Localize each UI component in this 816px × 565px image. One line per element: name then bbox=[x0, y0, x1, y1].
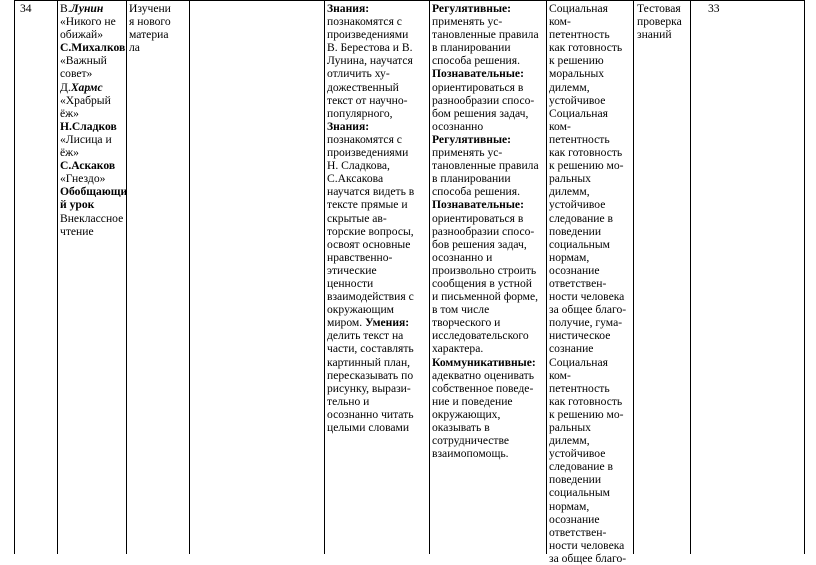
text-fragment: познакомятся с bbox=[327, 15, 402, 29]
text-fragment: бов решения задач, bbox=[432, 237, 527, 251]
text-fragment: ориентироваться в bbox=[432, 80, 524, 94]
text-line bbox=[549, 212, 626, 225]
text-fragment: ценности bbox=[327, 276, 374, 290]
text-line bbox=[60, 133, 127, 146]
text-line bbox=[432, 146, 539, 159]
text-fragment: проверка bbox=[637, 15, 682, 29]
text-line bbox=[327, 54, 414, 67]
text-line bbox=[549, 486, 626, 499]
column-border bbox=[14, 0, 15, 554]
text-line bbox=[327, 172, 414, 185]
text-fragment: в том числе bbox=[432, 303, 490, 317]
text-line bbox=[549, 421, 626, 434]
text-line bbox=[432, 212, 539, 225]
text-line bbox=[60, 94, 127, 107]
text-line bbox=[60, 107, 127, 120]
text-fragment: ком- bbox=[549, 119, 571, 133]
text-line bbox=[327, 198, 414, 211]
text-fragment: произведениями bbox=[327, 28, 409, 42]
text-fragment: Социальная bbox=[549, 355, 608, 369]
text-fragment: произвольно строить bbox=[432, 263, 537, 277]
text-line bbox=[60, 172, 127, 185]
text-line bbox=[549, 447, 626, 460]
text-line bbox=[327, 329, 414, 342]
text-line bbox=[549, 382, 626, 395]
text-line bbox=[432, 67, 539, 80]
text-fragment: моральных bbox=[549, 67, 605, 81]
text-fragment: дилемм, bbox=[549, 434, 590, 448]
text-fragment: поведении bbox=[549, 473, 602, 487]
text-fragment: нравственно- bbox=[327, 250, 393, 264]
text-fragment: осознанно bbox=[432, 119, 484, 133]
text-fragment: научатся видеть в bbox=[327, 185, 415, 199]
text-fragment: ёж» bbox=[60, 146, 79, 160]
text-line bbox=[60, 28, 127, 41]
text-fragment: сознание bbox=[549, 342, 594, 356]
bold-label: Знания: bbox=[327, 2, 370, 15]
text-fragment: осознанно читать bbox=[327, 407, 414, 421]
text-line bbox=[60, 120, 127, 133]
text-line bbox=[327, 67, 414, 80]
text-fragment: бом решения задач, bbox=[432, 106, 529, 120]
text-fragment: творческого и bbox=[432, 316, 501, 330]
text-fragment: за общее благо- bbox=[549, 303, 627, 317]
text-fragment: в планировании bbox=[432, 41, 511, 55]
text-line bbox=[432, 94, 539, 107]
text-fragment: как готовность bbox=[549, 41, 623, 55]
column-border bbox=[189, 0, 190, 554]
text-fragment: ком- bbox=[549, 368, 571, 382]
text-line bbox=[327, 238, 414, 251]
text-fragment: собственное поведе- bbox=[432, 381, 534, 395]
text-line bbox=[637, 28, 682, 41]
text-line bbox=[549, 185, 626, 198]
text-fragment: С.Аксакова bbox=[327, 172, 384, 186]
text-fragment: «Гнездо» bbox=[60, 172, 106, 186]
text-line bbox=[549, 369, 626, 382]
text-line bbox=[432, 185, 539, 198]
text-line bbox=[549, 107, 626, 120]
text-fragment: адекватно оценивать bbox=[432, 368, 535, 382]
text-line bbox=[549, 395, 626, 408]
text-fragment: к решению bbox=[549, 54, 604, 68]
text-fragment: рисунку, вырази- bbox=[327, 381, 411, 395]
text-line bbox=[549, 120, 626, 133]
page-number: 33 bbox=[708, 2, 720, 15]
bold-label: Лунин bbox=[70, 2, 104, 15]
text-fragment: этические bbox=[327, 263, 377, 277]
text-fragment: исследовательского bbox=[432, 329, 529, 343]
text-line bbox=[327, 133, 414, 146]
text-line bbox=[129, 41, 171, 54]
text-fragment: нистическое bbox=[549, 329, 611, 343]
text-fragment: Социальная bbox=[549, 106, 608, 120]
text-line bbox=[432, 81, 539, 94]
text-fragment: тановленные правила bbox=[432, 159, 539, 173]
text-fragment: чтение bbox=[60, 224, 94, 238]
text-line bbox=[432, 434, 539, 447]
text-fragment: получие, гума- bbox=[549, 316, 623, 330]
text-fragment: и письменной форме, bbox=[432, 290, 539, 304]
text-line bbox=[432, 172, 539, 185]
text-line bbox=[327, 15, 414, 28]
text-line bbox=[432, 54, 539, 67]
text-line bbox=[549, 303, 626, 316]
text-line bbox=[432, 198, 539, 211]
column-border bbox=[690, 0, 691, 554]
text-line bbox=[549, 473, 626, 486]
text-line bbox=[432, 41, 539, 54]
bold-label: С.Михалков bbox=[60, 41, 126, 55]
cell-personal-results bbox=[549, 2, 626, 565]
text-line bbox=[549, 81, 626, 94]
text-fragment: Изучени bbox=[129, 2, 171, 15]
bold-label: Знания: bbox=[327, 119, 370, 133]
text-line bbox=[432, 264, 539, 277]
text-fragment: ние и поведение bbox=[432, 394, 513, 408]
text-fragment: устойчивое bbox=[549, 198, 606, 212]
text-fragment: дожественный bbox=[327, 80, 399, 94]
bold-label: Регулятивные: bbox=[432, 2, 511, 15]
text-line bbox=[549, 172, 626, 185]
text-line bbox=[432, 303, 539, 316]
text-line bbox=[432, 133, 539, 146]
text-fragment: способа решения. bbox=[432, 185, 520, 199]
text-fragment: отличить ху- bbox=[327, 67, 390, 81]
bold-label: Познавательные: bbox=[432, 67, 524, 81]
text-line bbox=[637, 2, 682, 15]
bold-label: й урок bbox=[60, 198, 95, 212]
text-line bbox=[549, 54, 626, 67]
text-fragment: освоят основные bbox=[327, 237, 411, 251]
text-line bbox=[327, 316, 414, 329]
text-fragment: ориентироваться в bbox=[432, 211, 524, 225]
text-fragment: взаимодействия с bbox=[327, 290, 414, 304]
text-line bbox=[549, 251, 626, 264]
text-line bbox=[432, 421, 539, 434]
text-line bbox=[60, 146, 127, 159]
text-line bbox=[549, 264, 626, 277]
text-line bbox=[432, 395, 539, 408]
row-number: 34 bbox=[20, 2, 32, 15]
text-fragment: дилемм, bbox=[549, 185, 590, 199]
text-fragment: разнообразии спосо- bbox=[432, 224, 535, 238]
text-fragment: осознание bbox=[549, 512, 600, 526]
text-fragment: сообщения в устной bbox=[432, 276, 532, 290]
text-fragment: Лунина, научатся bbox=[327, 54, 413, 68]
text-line bbox=[549, 133, 626, 146]
text-fragment: социальным bbox=[549, 237, 611, 251]
bold-label: Коммуникативные: bbox=[432, 355, 536, 369]
text-fragment: миром. bbox=[327, 316, 366, 330]
text-fragment: популярного, bbox=[327, 106, 393, 120]
column-border bbox=[324, 0, 325, 554]
text-fragment: В. bbox=[60, 2, 71, 15]
text-fragment: ральных bbox=[549, 172, 591, 186]
text-line bbox=[327, 2, 414, 15]
text-line bbox=[549, 329, 626, 342]
text-line bbox=[549, 526, 626, 539]
text-fragment: обижай» bbox=[60, 28, 104, 42]
text-fragment: торские вопросы, bbox=[327, 224, 414, 238]
text-fragment: ответствен- bbox=[549, 525, 607, 539]
text-fragment: текст от научно- bbox=[327, 93, 408, 107]
text-line bbox=[327, 28, 414, 41]
text-line bbox=[432, 356, 539, 369]
text-line bbox=[60, 185, 127, 198]
text-line bbox=[327, 185, 414, 198]
text-fragment: петентность bbox=[549, 381, 610, 395]
text-line bbox=[549, 277, 626, 290]
text-line bbox=[432, 251, 539, 264]
text-fragment: ла bbox=[129, 41, 140, 55]
column-border bbox=[429, 0, 430, 554]
cell-topic bbox=[60, 2, 127, 238]
text-line bbox=[432, 15, 539, 28]
text-line bbox=[60, 41, 127, 54]
text-fragment: части, составлять bbox=[327, 342, 414, 356]
text-fragment: совет» bbox=[60, 67, 93, 81]
text-fragment: за общее благо- bbox=[549, 551, 627, 565]
text-line bbox=[432, 447, 539, 460]
text-line bbox=[549, 94, 626, 107]
text-fragment: осознанно и bbox=[432, 250, 493, 264]
text-line bbox=[327, 408, 414, 421]
text-fragment: ёж» bbox=[60, 106, 79, 120]
text-fragment: скрытые ав- bbox=[327, 211, 387, 225]
text-line bbox=[327, 120, 414, 133]
text-line bbox=[549, 28, 626, 41]
text-line bbox=[432, 342, 539, 355]
text-line bbox=[327, 264, 414, 277]
text-line bbox=[327, 369, 414, 382]
text-fragment: Социальная bbox=[549, 2, 608, 15]
text-fragment: как готовность bbox=[549, 146, 623, 160]
text-line bbox=[549, 2, 626, 15]
text-fragment: я нового bbox=[129, 15, 171, 29]
text-fragment: оказывать в bbox=[432, 421, 490, 434]
text-fragment: Тестовая bbox=[637, 2, 681, 15]
text-line bbox=[549, 408, 626, 421]
bold-label: Обобщающи bbox=[60, 185, 128, 199]
table-top-border bbox=[14, 0, 805, 1]
text-line bbox=[549, 316, 626, 329]
text-line bbox=[549, 290, 626, 303]
text-line bbox=[549, 198, 626, 211]
text-line bbox=[432, 225, 539, 238]
text-line bbox=[327, 277, 414, 290]
text-line bbox=[549, 434, 626, 447]
text-fragment: тановленные правила bbox=[432, 28, 539, 42]
text-fragment: картинный план, bbox=[327, 355, 411, 369]
text-line bbox=[327, 107, 414, 120]
text-line bbox=[327, 290, 414, 303]
text-fragment: петентность bbox=[549, 132, 610, 146]
text-fragment: «Лисица и bbox=[60, 132, 112, 146]
text-line bbox=[432, 408, 539, 421]
text-line bbox=[432, 159, 539, 172]
text-fragment: социальным bbox=[549, 486, 611, 500]
text-line bbox=[432, 290, 539, 303]
cell-control-form bbox=[637, 2, 682, 41]
text-line bbox=[327, 251, 414, 264]
text-fragment: Внеклассное bbox=[60, 211, 124, 225]
text-line bbox=[60, 225, 127, 238]
cell-row-number bbox=[20, 2, 32, 15]
text-line bbox=[327, 159, 414, 172]
text-line bbox=[549, 539, 626, 552]
text-line bbox=[549, 41, 626, 54]
text-line bbox=[549, 356, 626, 369]
text-fragment: «Важный bbox=[60, 54, 107, 68]
text-fragment: знаний bbox=[637, 28, 672, 42]
text-fragment: как готовность bbox=[549, 394, 623, 408]
text-line bbox=[60, 54, 127, 67]
text-fragment: окружающих, bbox=[432, 407, 501, 421]
text-fragment: взаимопомощь. bbox=[432, 447, 509, 461]
text-line bbox=[432, 382, 539, 395]
text-fragment: к решению мо- bbox=[549, 159, 624, 173]
text-line bbox=[432, 2, 539, 15]
text-fragment: нормам, bbox=[549, 250, 590, 264]
text-fragment: В. Берестова и В. bbox=[327, 41, 413, 55]
text-line bbox=[432, 316, 539, 329]
column-border bbox=[633, 0, 634, 554]
text-fragment: устойчивое bbox=[549, 447, 606, 461]
text-fragment: осознание bbox=[549, 263, 600, 277]
column-border bbox=[546, 0, 547, 554]
text-line bbox=[432, 107, 539, 120]
text-fragment: разнообразии спосо- bbox=[432, 93, 535, 107]
text-fragment: ральных bbox=[549, 421, 591, 434]
text-line bbox=[432, 28, 539, 41]
text-line bbox=[549, 460, 626, 473]
text-fragment: к решению мо- bbox=[549, 407, 624, 421]
text-fragment: тексте прямые и bbox=[327, 198, 408, 212]
text-fragment: петентность bbox=[549, 28, 610, 42]
text-fragment: способа решения. bbox=[432, 54, 520, 68]
bold-label: С.Аскаков bbox=[60, 159, 116, 173]
text-fragment: поведении bbox=[549, 224, 602, 238]
cell-metasubject-results bbox=[432, 2, 539, 460]
text-line bbox=[549, 15, 626, 28]
text-line bbox=[549, 513, 626, 526]
text-line bbox=[129, 2, 171, 15]
text-line bbox=[432, 369, 539, 382]
text-line bbox=[432, 238, 539, 251]
text-fragment: познакомятся с bbox=[327, 132, 402, 146]
text-line bbox=[60, 15, 127, 28]
text-line bbox=[327, 94, 414, 107]
text-fragment: сотрудничестве bbox=[432, 434, 510, 448]
text-fragment: следование в bbox=[549, 211, 614, 225]
text-fragment: делить текст на bbox=[327, 329, 404, 343]
text-line bbox=[549, 238, 626, 251]
text-line bbox=[637, 15, 682, 28]
text-line bbox=[60, 81, 127, 94]
text-line bbox=[549, 159, 626, 172]
bold-label: Хармс bbox=[70, 80, 103, 94]
text-line bbox=[327, 41, 414, 54]
text-line bbox=[327, 395, 414, 408]
text-line bbox=[60, 67, 127, 80]
text-fragment: Д. bbox=[60, 80, 71, 94]
text-line bbox=[327, 421, 414, 434]
text-line bbox=[327, 225, 414, 238]
text-line bbox=[129, 28, 171, 41]
text-fragment: дилемм, bbox=[549, 80, 590, 94]
text-line bbox=[60, 2, 127, 15]
text-fragment: ности человека bbox=[549, 290, 625, 304]
text-line bbox=[432, 120, 539, 133]
bold-label: Н.Сладков bbox=[60, 119, 117, 133]
text-line bbox=[327, 146, 414, 159]
text-fragment: материа bbox=[129, 28, 169, 42]
text-fragment: ком- bbox=[549, 15, 571, 29]
cell-lesson-type bbox=[129, 2, 171, 54]
text-line bbox=[60, 198, 127, 211]
column-border bbox=[804, 0, 805, 554]
text-line bbox=[327, 303, 414, 316]
text-fragment: произведениями bbox=[327, 146, 409, 160]
text-fragment: Н. Сладкова, bbox=[327, 159, 390, 173]
text-line bbox=[549, 67, 626, 80]
text-fragment: ности человека bbox=[549, 538, 625, 552]
text-line bbox=[60, 212, 127, 225]
text-fragment: применять ус- bbox=[432, 15, 503, 29]
cell-page-number bbox=[708, 2, 720, 15]
text-fragment: целыми словами bbox=[327, 421, 410, 434]
text-fragment: нормам, bbox=[549, 499, 590, 513]
bold-label: Познавательные: bbox=[432, 198, 524, 212]
bold-label: Умения: bbox=[365, 316, 410, 330]
text-fragment: применять ус- bbox=[432, 146, 503, 160]
text-line bbox=[327, 81, 414, 94]
text-line bbox=[327, 382, 414, 395]
text-line bbox=[432, 329, 539, 342]
text-line bbox=[432, 277, 539, 290]
text-fragment: окружающим bbox=[327, 303, 395, 317]
text-fragment: устойчивое bbox=[549, 93, 606, 107]
text-fragment: тельно и bbox=[327, 394, 370, 408]
text-line bbox=[327, 342, 414, 355]
text-line bbox=[549, 342, 626, 355]
text-line bbox=[129, 15, 171, 28]
text-line bbox=[549, 225, 626, 238]
text-fragment: ответствен- bbox=[549, 276, 607, 290]
text-line bbox=[549, 500, 626, 513]
column-border bbox=[57, 0, 58, 554]
text-fragment: «Никого не bbox=[60, 15, 116, 29]
text-fragment: «Храбрый bbox=[60, 93, 111, 107]
text-fragment: следование в bbox=[549, 460, 614, 474]
bold-label: Регулятивные: bbox=[432, 132, 511, 146]
cell-subject-results bbox=[327, 2, 414, 434]
text-fragment: характера. bbox=[432, 342, 484, 356]
text-fragment: в планировании bbox=[432, 172, 511, 186]
text-fragment: пересказывать по bbox=[327, 368, 414, 382]
text-line bbox=[327, 212, 414, 225]
text-line bbox=[60, 159, 127, 172]
text-line bbox=[549, 146, 626, 159]
text-line bbox=[327, 356, 414, 369]
